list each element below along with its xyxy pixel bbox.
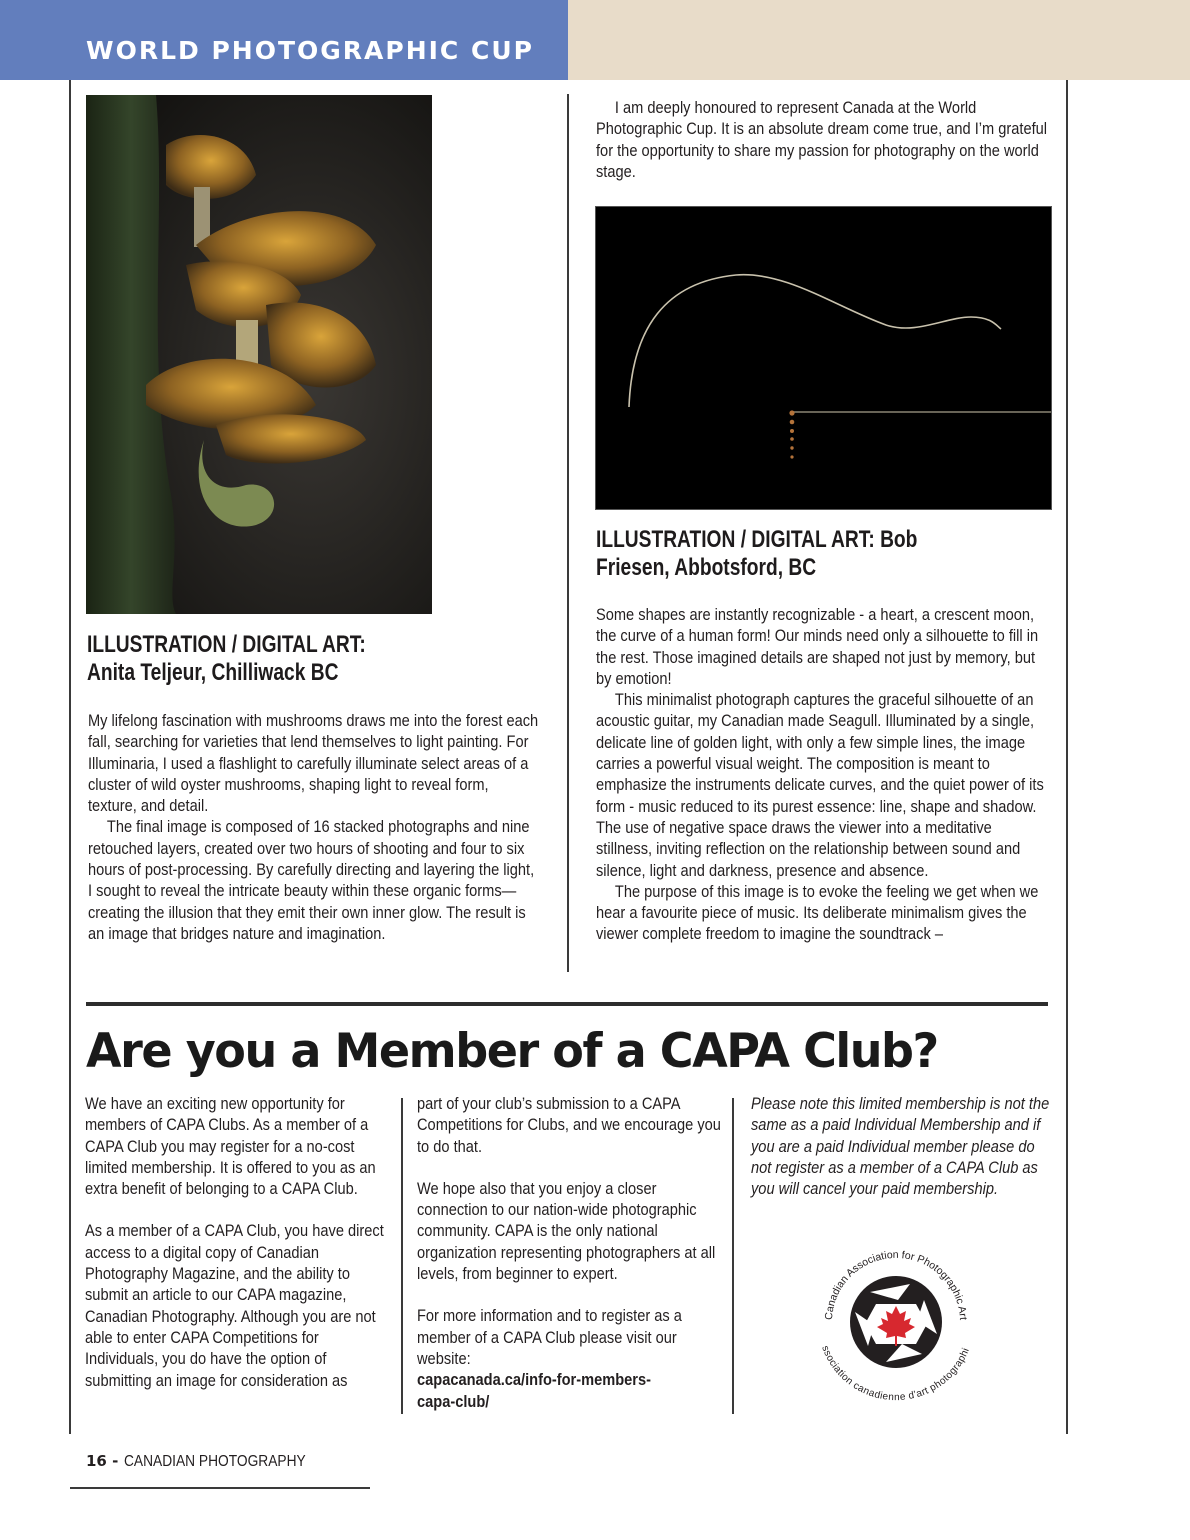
page-number: 16	[86, 1452, 107, 1470]
left-entry-paragraph: The final image is composed of 16 stacked photographs and nine retouched layers, created over two hours of shooting and four to six hours of post-processing. By carefully directing and layering the light, I sought to reveal the intricate beauty within these organic forms—creating the illusion that they emit their own inner glow. The result is an image that bridges nature and imagination.	[88, 817, 535, 943]
right-entry-paragraph: Some shapes are instantly recognizable - a heart, a crescent moon, the curve of a human form! Our minds need only a silhouette to fill in the rest. Those imagined details are shaped not just by memory, but by emotion!	[596, 605, 1039, 688]
capa-club-title: Are you a Member of a CAPA Club?	[86, 1024, 938, 1079]
right-entry-paragraph: The purpose of this image is to evoke the feeling we get when we hear a favourite piece of music. Its deliberate minimalism gives the viewer complete freedom to imagine the soundtrack –	[596, 881, 1039, 944]
capa-logo-mark	[806, 1230, 986, 1410]
right-entry-heading-line2: Friesen, Abbotsford, BC	[596, 554, 817, 581]
right-column-rule	[1066, 80, 1068, 1434]
left-entry-heading	[87, 631, 366, 687]
center-column-rule	[567, 94, 569, 972]
capa-paragraph: part of your club’s submission to a CAPA Competitions for Clubs, and we encourage you to do that.	[417, 1094, 721, 1156]
right-entry-heading	[596, 526, 917, 582]
right-entry-heading-line1: ILLUSTRATION / DIGITAL ART: Bob	[596, 526, 918, 553]
intro-paragraph: I am deeply honoured to represent Canada at the World Photographic Cup. It is an absolute dream come true, and I’m grateful for the opportunity to share my passion for photography on the world stage.	[596, 98, 1048, 181]
capa-column-3	[751, 1093, 1053, 1199]
capa-paragraph: As a member of a CAPA Club, you have direct access to a digital copy of Canadian Photography Magazine, and the ability to submit an article to our CAPA magazine, Canadian Photography. Although you are not able to enter CAPA Competitions for Individuals, you do have the option of submitting an image for consideration as	[85, 1221, 384, 1390]
left-column-rule	[69, 80, 71, 1434]
banner-accent	[568, 0, 1190, 80]
capa-paragraph: For more information and to register as a member of a CAPA Club please visit our website:	[417, 1306, 682, 1368]
logo-text-fr: ssociation canadienne d’art photographi	[818, 1344, 973, 1404]
footer-rule	[70, 1487, 370, 1489]
right-entry-paragraph: This minimalist photograph captures the graceful silhouette of an acoustic guitar, my Canadian made Seagull. Illuminated by a single, delicate line of golden light, with only a few simple lines, the image carries a powerful visual weight. The composition is meant to emphasize the instruments delicate curves, and the quiet power of its form - music reduced to its purest essence: line, shape and shadow. The use of negative space draws the viewer into a meditative stillness, inviting reflection on the relationship between sound and silence, light and darkness, presence and absence.	[596, 690, 1044, 880]
capa-logo	[806, 1230, 986, 1410]
capa-column-rule-1	[401, 1098, 403, 1414]
capa-column-1	[85, 1093, 387, 1391]
mushroom-illustration	[86, 95, 432, 614]
footer-separator: -	[106, 1452, 124, 1470]
guitar-illustration	[596, 207, 1052, 510]
left-entry-heading-line1: ILLUSTRATION / DIGITAL ART:	[87, 631, 366, 658]
capa-column-rule-2	[732, 1098, 734, 1414]
section-title: WORLD PHOTOGRAPHIC CUP	[86, 36, 534, 65]
guitar-silhouette-photo	[595, 206, 1052, 510]
left-entry-body	[88, 710, 540, 944]
page-footer	[86, 1452, 335, 1471]
capa-paragraph: We hope also that you enjoy a closer connection to our nation-wide photographic community. CAPA is the only national organization representing photographers at all levels, from beginner to expert.	[417, 1178, 716, 1284]
capa-membership-note: Please note this limited membership is not the same as a paid Individual Membership and if you are a paid Individual member please do not register as a member of a CAPA Club as you will cancel your paid membership.	[751, 1094, 1050, 1199]
left-entry-heading-line2: Anita Teljeur, Chilliwack BC	[87, 659, 339, 686]
logo-text-en: Canadian Association for Photographic Art	[822, 1248, 969, 1321]
section-banner	[0, 0, 568, 80]
mushroom-photo	[86, 95, 432, 614]
section-divider	[86, 1002, 1048, 1006]
capa-paragraph: We have an exciting new opportunity for members of CAPA Clubs. As a member of a CAPA Club you may register for a no-cost limited membership. It is offered to you as an extra benefit of belonging to a CAPA Club.	[85, 1094, 376, 1199]
capa-website-link[interactable]: capacanada.ca/info-for-members-capa-club/	[417, 1370, 652, 1411]
intro-text-block	[596, 97, 1048, 182]
publication-name: CANADIAN PHOTOGRAPHY	[123, 1453, 306, 1470]
left-entry-paragraph: My lifelong fascination with mushrooms draws me into the forest each fall, searching for varieties that lend themselves to light painting. For Illuminaria, I used a flashlight to carefully illuminate select areas of a cluster of wild oyster mushrooms, shaping light to reveal form, texture, and detail.	[88, 711, 539, 816]
capa-column-2	[417, 1093, 723, 1412]
right-entry-body	[596, 604, 1048, 945]
